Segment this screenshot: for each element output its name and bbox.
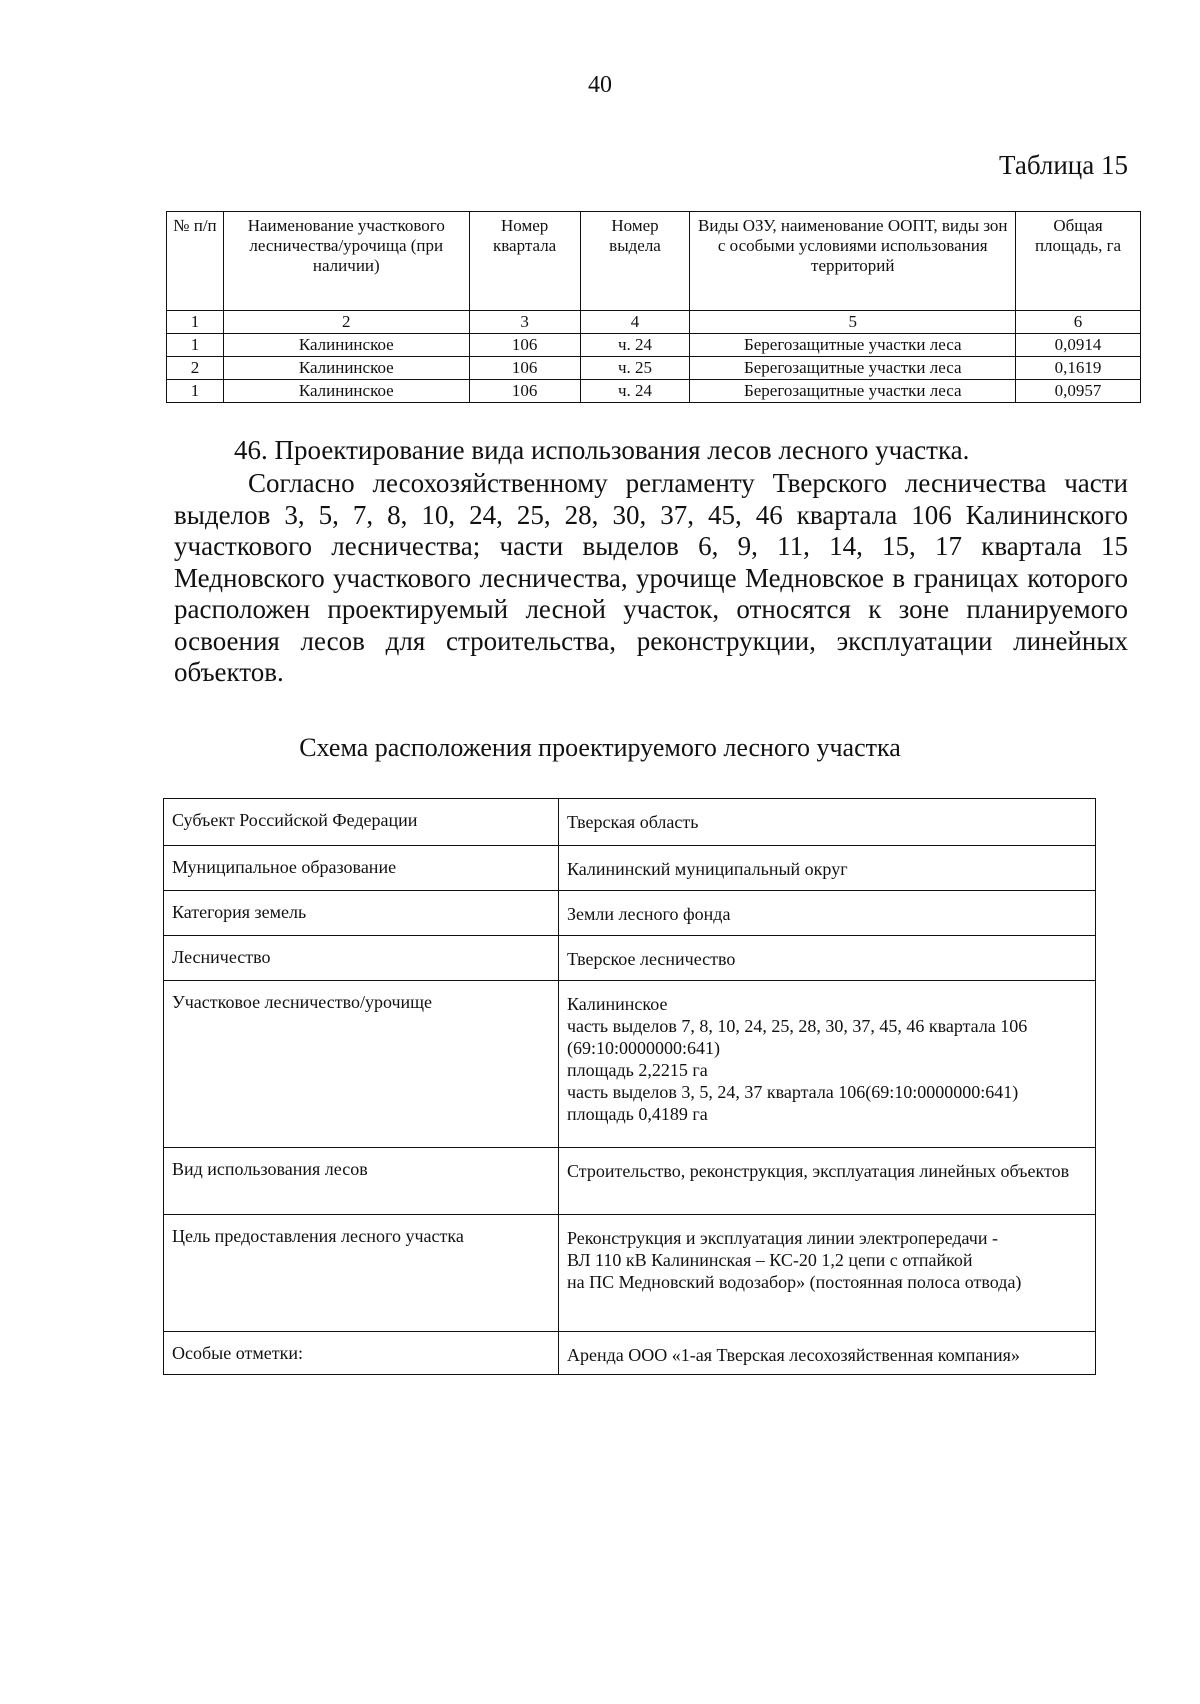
table-cell: ч. 24	[580, 380, 690, 403]
table-cell: Калининское	[223, 334, 469, 357]
schema-value-line: Калининский муниципальный округ	[567, 859, 848, 879]
column-number-cell: 3	[469, 311, 580, 334]
schema-value	[559, 1148, 1096, 1215]
schema-value-line: ВЛ 110 кВ Калининская – КС-20 1,2 цепи с отпайкой	[567, 1250, 973, 1270]
table-cell: 106	[469, 380, 580, 403]
schema-value	[559, 799, 1096, 846]
header-cell-zone-types: Виды ОЗУ, наименование ООПТ, виды зон с особыми условиями использования территорий	[690, 212, 1016, 311]
schema-row-subject	[164, 799, 1096, 846]
table-cell: 106	[469, 357, 580, 380]
schema-value-line: Тверская область	[567, 812, 699, 832]
table-row	[167, 380, 1141, 403]
table-cell: Берегозащитные участки леса	[690, 334, 1016, 357]
table-cell: 0,0914	[1016, 334, 1141, 357]
schema-value-line: Земли лесного фонда	[567, 904, 731, 924]
schema-row-municipality	[164, 846, 1096, 891]
table-cell: Берегозащитные участки леса	[690, 380, 1016, 403]
table-cell: ч. 24	[580, 334, 690, 357]
schema-label: Субъект Российской Федерации	[164, 799, 559, 846]
schema-value-line: на ПС Медновский водозабор» (постоянная полоса отвода)	[567, 1272, 1022, 1292]
table-cell: 0,0957	[1016, 380, 1141, 403]
schema-row-land-category	[164, 891, 1096, 936]
page-number: 40	[588, 72, 612, 98]
column-number-cell: 5	[690, 311, 1016, 334]
column-number-cell: 1	[167, 311, 224, 334]
schema-value	[559, 936, 1096, 981]
table-row	[167, 334, 1141, 357]
header-cell-number: № п/п	[167, 212, 224, 311]
table-cell: Берегозащитные участки леса	[690, 357, 1016, 380]
schema-row-district-forestry	[164, 981, 1096, 1148]
schema-label: Вид использования лесов	[164, 1148, 559, 1215]
table-cell: Калининское	[223, 380, 469, 403]
schema-value-line: Реконструкция и эксплуатация линии электропередачи -	[567, 1228, 998, 1248]
table-cell: ч. 25	[580, 357, 690, 380]
section-body-first-word: Согласно	[248, 468, 355, 498]
table-cell: Калининское	[223, 357, 469, 380]
table-cell: 2	[167, 357, 224, 380]
schema-table	[163, 798, 1096, 1375]
table-cell: 106	[469, 334, 580, 357]
schema-value-line: Строительство, реконструкция, эксплуатация линейных объектов	[567, 1161, 1070, 1181]
section-body	[174, 468, 1128, 689]
schema-value-line: часть выделов 3, 5, 24, 37 квартала 106(69:10:0000000:641)	[567, 1082, 1019, 1102]
schema-value	[559, 891, 1096, 936]
schema-row-forest-use	[164, 1148, 1096, 1215]
column-number-cell: 2	[223, 311, 469, 334]
table-row	[167, 357, 1141, 380]
schema-value-line: Тверское лесничество	[567, 949, 736, 969]
column-number-cell: 6	[1016, 311, 1141, 334]
table-15-header-row	[167, 212, 1141, 311]
schema-label: Цель предоставления лесного участка	[164, 1215, 559, 1332]
header-cell-forestry-name: Наименование участкового лесничества/урочища (при наличии)	[223, 212, 469, 311]
header-cell-allotment-number: Номер выдела	[580, 212, 690, 311]
schema-title: Схема расположения проектируемого лесного участка	[299, 733, 901, 762]
column-number-row	[167, 311, 1141, 334]
schema-value	[559, 1332, 1096, 1375]
section-body-text: лесохозяйственному регламенту Тверского лесничества части выделов 3, 5, 7, 8, 10, 24, 25, 28, 30, 37, 45, 46 квартала 106 Калининского участкового лесничества; части выделов 6, 9, 11, 14, 15, 17 квартала 15 Медновского участкового лесничества, урочище Медновское в границах которого расположен проектируемый лесной участок, относятся к зоне планируемого освоения лесов для строительства, реконструкции, эксплуатации линейных объектов.	[174, 468, 1128, 687]
schema-value-line: часть выделов 7, 8, 10, 24, 25, 28, 30, 37, 45, 46 квартала 106	[567, 1016, 1028, 1036]
schema-value	[559, 1215, 1096, 1332]
schema-row-purpose	[164, 1215, 1096, 1332]
schema-label: Лесничество	[164, 936, 559, 981]
schema-label: Категория земель	[164, 891, 559, 936]
section-heading: 46. Проектирование вида использования лесов лесного участка.	[234, 435, 970, 465]
table-label: Таблица 15	[999, 150, 1128, 180]
schema-value-line: (69:10:0000000:641)	[567, 1038, 720, 1058]
header-cell-quarter-number: Номер квартала	[469, 212, 580, 311]
schema-label: Особые отметки:	[164, 1332, 559, 1375]
table-cell: 0,1619	[1016, 357, 1141, 380]
schema-label: Участковое лесничество/урочище	[164, 981, 559, 1148]
schema-row-special-notes	[164, 1332, 1096, 1375]
table-15	[166, 211, 1141, 403]
schema-value	[559, 846, 1096, 891]
schema-row-forestry	[164, 936, 1096, 981]
table-cell: 1	[167, 334, 224, 357]
table-cell: 1	[167, 380, 224, 403]
schema-value	[559, 981, 1096, 1148]
schema-value-line: площадь 2,2215 га	[567, 1060, 708, 1080]
schema-value-line: Калининское	[567, 994, 668, 1014]
schema-label: Муниципальное образование	[164, 846, 559, 891]
column-number-cell: 4	[580, 311, 690, 334]
header-cell-total-area: Общая площадь, га	[1016, 212, 1141, 311]
schema-value-line: Аренда ООО «1-ая Тверская лесохозяйственная компания»	[567, 1345, 1020, 1365]
schema-value-line: площадь 0,4189 га	[567, 1104, 708, 1124]
